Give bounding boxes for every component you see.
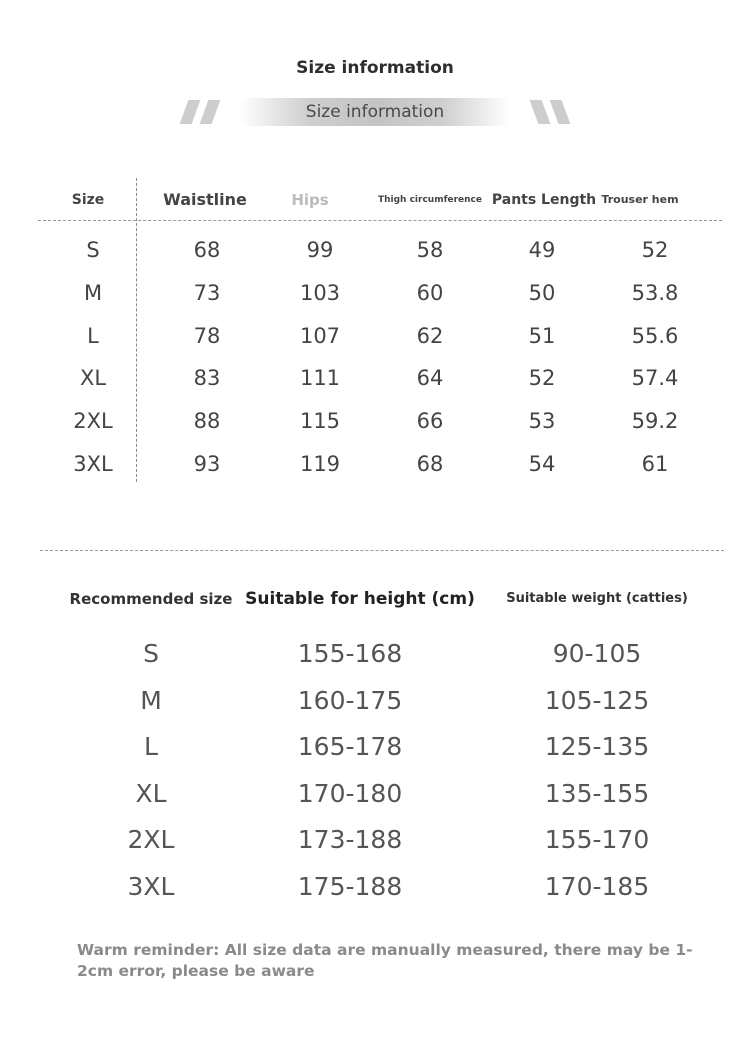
size-cell-waistline: 93 [193, 452, 221, 476]
page-title: Size information [296, 58, 454, 78]
size-cell-thigh: 60 [416, 280, 444, 305]
size-cell-thigh: 58 [416, 238, 444, 262]
size-cell-trouser-hem: 53.8 [631, 280, 679, 305]
rec-cell-recommended-size: M [140, 685, 162, 715]
rec-cell-recommended-size: 3XL [127, 871, 175, 901]
rec-cell-recommended-size: XL [135, 778, 167, 808]
size-cell-waistline: 78 [193, 323, 221, 348]
size-cell-thigh: 62 [416, 323, 444, 348]
rec-cell-weight: 135-155 [544, 778, 650, 808]
banner-stripe [180, 100, 201, 124]
rec-cell-recommended-size: L [144, 732, 158, 761]
pants-length-header: Pants Length [491, 192, 597, 208]
size-cell-hips: 103 [299, 280, 341, 305]
section-divider [40, 550, 724, 551]
banner-stripe [200, 100, 221, 124]
hips-header: Hips [291, 191, 329, 209]
rec-cell-height: 165-178 [297, 732, 403, 761]
section-banner: Size information [240, 98, 510, 126]
thigh-header: Thigh circumference [377, 195, 482, 205]
size-cell-trouser-hem: 59.2 [631, 409, 679, 434]
rec-cell-weight: 105-125 [544, 685, 650, 715]
rec-cell-weight: 90-105 [552, 639, 642, 668]
size-header: Size [71, 192, 105, 208]
size-cell-waistline: 88 [193, 409, 221, 434]
rec-cell-height: 155-168 [297, 639, 403, 668]
size-cell-trouser-hem: 57.4 [631, 366, 679, 391]
warm-reminder: Warm reminder: All size data are manually measured, there may be 1-2cm error, please be aware [77, 941, 693, 980]
size-cell-waistline: 73 [193, 280, 221, 305]
size-cell-pants-length: 53 [528, 409, 556, 434]
size-cell-size: S [86, 238, 100, 262]
rec-cell-weight: 170-185 [544, 871, 650, 901]
rec-cell-recommended-size: 2XL [127, 825, 175, 854]
banner-stripe [530, 100, 551, 124]
size-cell-hips: 115 [299, 409, 341, 434]
size-cell-hips: 99 [306, 238, 334, 262]
size-cell-size: 3XL [73, 452, 113, 476]
rec-cell-recommended-size: S [143, 639, 159, 668]
recommended-size-header: Recommended size [69, 590, 233, 608]
size-cell-pants-length: 49 [528, 238, 556, 262]
size-cell-size: XL [79, 366, 107, 391]
size-cell-hips: 111 [299, 366, 341, 391]
trouser-hem-header: Trouser hem [601, 193, 679, 206]
size-cell-pants-length: 54 [528, 452, 556, 476]
waistline-header: Waistline [163, 190, 247, 209]
rec-cell-height: 175-188 [297, 871, 403, 901]
size-cell-thigh: 68 [416, 452, 444, 476]
rec-cell-weight: 125-135 [544, 732, 650, 761]
size-cell-thigh: 66 [416, 409, 444, 434]
size-cell-trouser-hem: 55.6 [631, 323, 679, 348]
weight-header: Suitable weight (catties) [506, 591, 688, 606]
rec-cell-height: 160-175 [297, 685, 403, 715]
size-cell-size: M [83, 280, 103, 305]
size-cell-hips: 119 [299, 452, 341, 476]
size-cell-pants-length: 50 [528, 280, 556, 305]
size-cell-pants-length: 52 [528, 366, 556, 391]
rec-cell-height: 173-188 [297, 825, 403, 854]
size-cell-waistline: 83 [193, 366, 221, 391]
rec-cell-weight: 155-170 [544, 825, 650, 854]
size-cell-size: 2XL [73, 409, 113, 434]
size-cell-trouser-hem: 52 [641, 238, 669, 262]
size-cell-hips: 107 [299, 323, 341, 348]
size-cell-thigh: 64 [416, 366, 444, 391]
height-header: Suitable for height (cm) [245, 589, 475, 609]
size-cell-size: L [87, 323, 99, 348]
header-divider [38, 220, 722, 221]
rec-cell-height: 170-180 [297, 778, 403, 808]
size-cell-trouser-hem: 61 [641, 452, 669, 476]
size-cell-waistline: 68 [193, 238, 221, 262]
banner-stripe [550, 100, 571, 124]
size-cell-pants-length: 51 [528, 323, 556, 348]
